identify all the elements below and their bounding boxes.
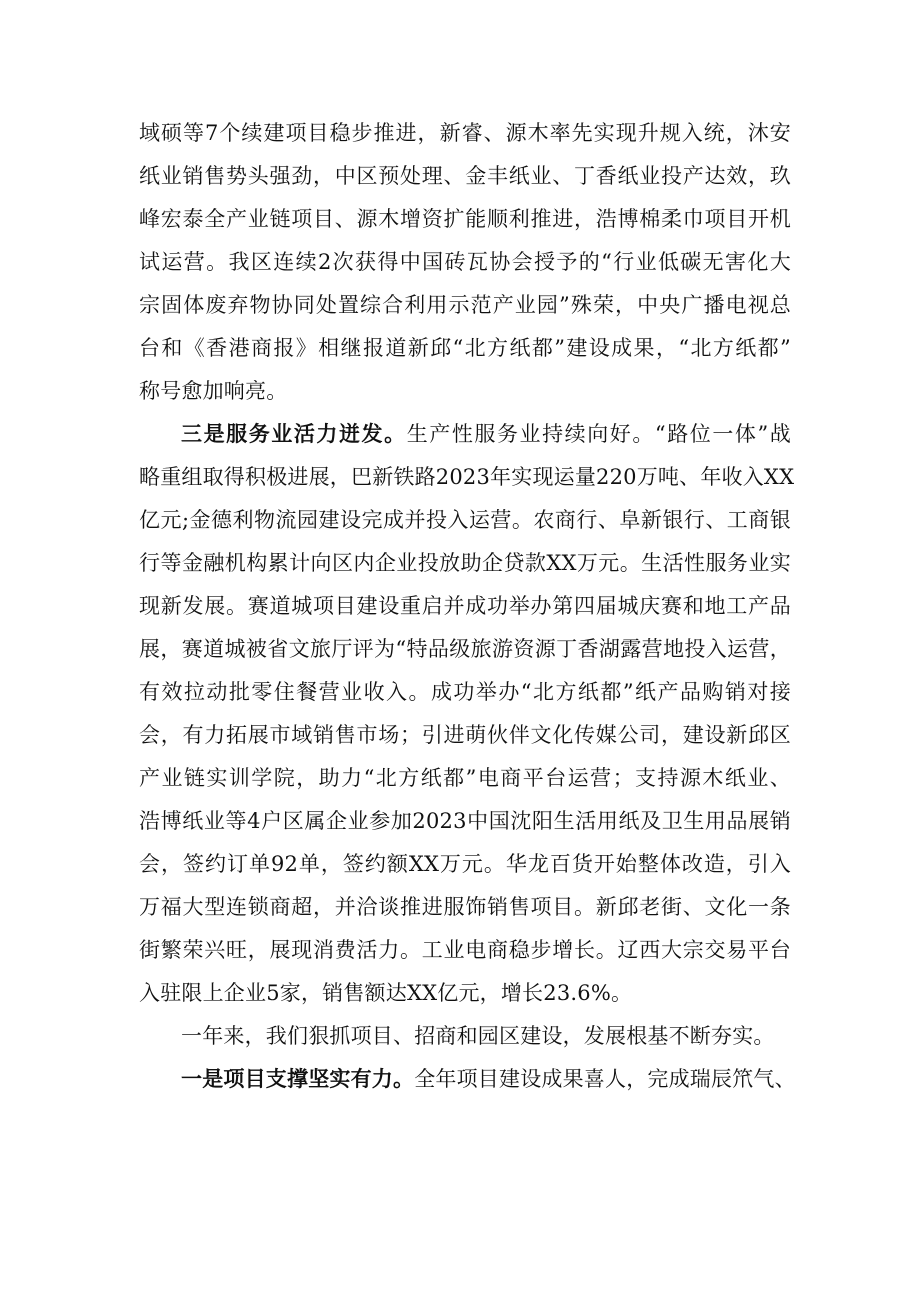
document-body <box>139 112 796 1101</box>
text-line: 展，赛道城被省文旅厅评为“特品级旅游资源丁香湖露营地投入运营， <box>139 637 791 661</box>
text-line: 纸业销售势头强劲，中区预处理、金丰纸业、丁香纸业投产达效，玖 <box>139 164 791 188</box>
text-line: 宗固体废弃物协同处置综合利用示范产业园”殊荣，中央广播电视总 <box>139 293 791 317</box>
text-line: 略重组取得积极进展，巴新铁路2023年实现运量220万吨、年收入XX <box>139 465 795 489</box>
text-line: 有效拉动批零住餐营业收入。成功举办“北方纸都”纸产品购销对接 <box>139 680 791 704</box>
text-line: 一年来，我们狠抓项目、招商和园区建设，发展根基不断夯实。 <box>181 1024 775 1048</box>
section-lead-heading: 一是项目支撑坚实有力。 <box>181 1067 415 1091</box>
text-line: 称号愈加响亮。 <box>139 379 288 403</box>
text-run: 生产性服务业持续向好。“路位一体”战 <box>406 422 792 446</box>
text-line: 亿元;金德利物流园建设完成并投入运营。农商行、阜新银行、工商银 <box>139 508 791 532</box>
text-line: 域硕等7个续建项目稳步推进，新睿、源木率先实现升规入统，沐安 <box>139 121 791 145</box>
text-line: 峰宏泰全产业链项目、源木增资扩能顺利推进，浩博棉柔巾项目开机 <box>139 207 791 231</box>
text-line: 万福大型连锁商超，并洽谈推进服饰销售项目。新邱老街、文化一条 <box>139 895 791 919</box>
text-line-first <box>139 1058 796 1101</box>
text-line: 会，签约订单92单，签约额XX万元。华龙百货开始整体改造，引入 <box>139 852 791 876</box>
text-line: 街繁荣兴旺，展现消费活力。工业电商稳步增长。辽西大宗交易平台 <box>139 938 791 962</box>
text-line: 入驻限上企业5家，销售额达XX亿元，增长23.6%。 <box>139 981 633 1005</box>
text-line-first <box>139 413 791 456</box>
paragraph-service-industry <box>139 413 795 1015</box>
text-line: 现新发展。赛道城项目建设重启并成功举办第四届城庆赛和地工产品 <box>139 594 791 618</box>
section-lead-heading: 三是服务业活力迸发。 <box>181 422 407 446</box>
text-line: 产业链实训学院，助力“北方纸都”电商平台运营；支持源木纸业、 <box>139 766 791 790</box>
text-line: 行等金融机构累计向区内企业投放助企贷款XX万元。生活性服务业实 <box>139 551 791 575</box>
text-run: 全年项目建设成果喜人，完成瑞辰笊气、 <box>414 1067 796 1091</box>
paragraph-industry-projects <box>139 112 791 413</box>
text-line: 试运营。我区连续2次获得中国砖瓦协会授予的“行业低碳无害化大 <box>139 250 791 274</box>
text-line: 会，有力拓展市域销售市场；引进萌伙伴文化传媒公司，建设新邱区 <box>139 723 791 747</box>
paragraph-project-support <box>139 1058 796 1101</box>
text-line: 浩博纸业等4户区属企业参加2023中国沈阳生活用纸及卫生用品展销 <box>139 809 791 833</box>
text-line: 台和《香港商报》相继报道新邱“北方纸都”建设成果，“北方纸都” <box>139 336 791 360</box>
paragraph-summary <box>139 1015 791 1058</box>
